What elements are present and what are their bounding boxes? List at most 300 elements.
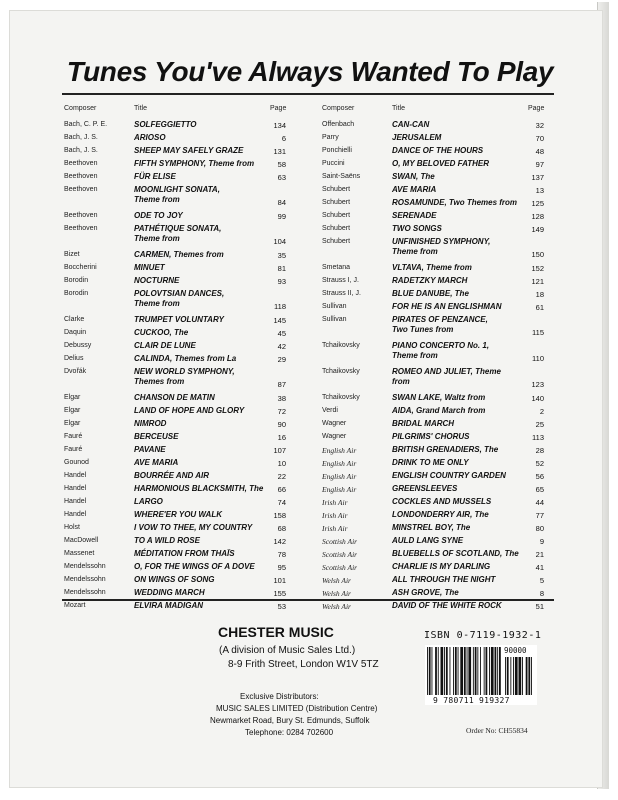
contents-entry (322, 118, 568, 131)
contents-column-right (322, 105, 568, 612)
entry-page: 93 (277, 277, 286, 286)
entry-composer: Schubert (322, 238, 351, 245)
entry-title-main: BLUEBELLS OF SCOTLAND, The (392, 549, 519, 558)
barcode-bar (467, 647, 468, 695)
contents-entry (322, 573, 568, 586)
entry-title-main: ASH GROVE, The (392, 588, 459, 597)
contents-entry (64, 287, 310, 313)
barcode-bar (455, 647, 457, 695)
entry-title-main: BOURRÉE AND AIR (134, 471, 209, 480)
entry-title-main: BRIDAL MARCH (392, 419, 455, 428)
entry-composer: Ponchielli (322, 147, 352, 154)
entry-composer: Bach, J. S. (64, 134, 98, 141)
entry-title (134, 159, 282, 168)
entry-composer: Tchaikovsky (322, 394, 360, 401)
entry-title (134, 328, 282, 337)
entry-title-main: O, MY BELOVED FATHER (392, 159, 490, 168)
entry-composer: English Air (322, 485, 357, 494)
entry-title (392, 484, 540, 493)
entry-title-main: PILGRIMS' CHORUS (392, 432, 470, 441)
entry-composer: Welsh Air (322, 576, 351, 585)
entry-page: 123 (531, 380, 544, 389)
contents-entry (64, 313, 310, 326)
entry-title-continued: from (392, 377, 410, 386)
entry-title-main: AVE MARIA (392, 185, 437, 194)
entry-page: 150 (531, 250, 544, 259)
entry-title-main: PIRATES OF PENZANCE, (392, 315, 488, 324)
entry-composer: Elgar (64, 420, 81, 427)
barcode-bar (427, 647, 428, 695)
contents-entry (64, 547, 310, 560)
entry-composer: Holst (64, 524, 80, 531)
entry-title (134, 471, 282, 480)
entry-title (134, 497, 282, 506)
entry-composer: Mozart (64, 602, 86, 609)
entry-title (134, 120, 282, 129)
contents-entry (64, 443, 310, 456)
entry-page: 25 (535, 420, 544, 429)
column-header (322, 105, 568, 118)
entry-page: 2 (539, 407, 544, 416)
entry-page: 41 (535, 563, 544, 572)
contents-entry (322, 157, 568, 170)
barcode-addon-bar (505, 657, 506, 695)
contents-entry (64, 508, 310, 521)
entry-title (392, 419, 540, 428)
contents-entry (322, 430, 568, 443)
entry-title (134, 575, 282, 584)
entry-title (392, 458, 540, 467)
entry-title-main: MÉDITATION FROM THAÏS (134, 549, 235, 558)
contents-entry (322, 586, 568, 599)
barcode-bar (460, 647, 463, 695)
entry-title-main: BRITISH GRENADIERS, The (392, 445, 499, 454)
contents-entry (322, 456, 568, 469)
contents-entry (64, 339, 310, 352)
barcode-bar (441, 647, 444, 695)
entry-title-main: TO A WILD ROSE (134, 536, 200, 545)
entry-title-main: CHANSON DE MATIN (134, 393, 215, 402)
barcode-bar (491, 647, 494, 695)
contents-entry (64, 131, 310, 144)
entry-title-main: WEDDING MARCH (134, 588, 205, 597)
entry-title-main: NOCTURNE (134, 276, 180, 285)
entry-title (392, 445, 540, 454)
entry-title (134, 432, 282, 441)
contents-entry (322, 495, 568, 508)
barcode-addon-bar (528, 657, 530, 695)
entry-page: 131 (273, 147, 286, 156)
distributor-label: Exclusive Distributors: (240, 692, 319, 701)
contents-entry (64, 586, 310, 599)
contents-entry (322, 521, 568, 534)
entry-title-main: LAND OF HOPE AND GLORY (134, 406, 245, 415)
contents-entry (64, 391, 310, 404)
entry-title (392, 510, 540, 519)
entry-title-main: TWO SONGS (392, 224, 442, 233)
entry-title (392, 315, 540, 334)
entry-title (134, 289, 282, 308)
entry-title-continued: Two Tunes from (392, 325, 454, 334)
entry-title (134, 341, 282, 350)
entry-composer: Borodin (64, 277, 89, 284)
entry-title-continued: Theme from (392, 247, 438, 256)
entry-title-main: FIFTH SYMPHONY, Theme from (134, 159, 255, 168)
barcode-bar (497, 647, 498, 695)
entry-page: 51 (535, 602, 544, 611)
entry-page: 32 (535, 121, 544, 130)
entry-title-main: ARIOSO (134, 133, 166, 142)
distributor-address: Newmarket Road, Bury St. Edmunds, Suffolk (210, 716, 370, 725)
entry-title (134, 367, 282, 386)
entry-composer: Debussy (64, 342, 92, 349)
entry-title-main: GREENSLEEVES (392, 484, 458, 493)
entry-page: 121 (531, 277, 544, 286)
entry-page: 29 (277, 355, 286, 364)
entry-composer: Delius (64, 355, 84, 362)
entry-page: 140 (531, 394, 544, 403)
contents-column-left (64, 105, 310, 612)
entry-composer: Schubert (322, 212, 351, 219)
entry-composer: Saint-Saëns (322, 173, 361, 180)
contents-entry (64, 170, 310, 183)
barcode-number: 9 780711 919327 (433, 696, 510, 705)
entry-title-main: AULD LANG SYNE (392, 536, 464, 545)
entry-page: 13 (535, 186, 544, 195)
barcode-addon-bar (510, 657, 511, 695)
entry-page: 115 (532, 328, 544, 337)
entry-title-main: MOONLIGHT SONATA, (134, 185, 220, 194)
header-page: Page (528, 105, 545, 112)
contents-entry (64, 222, 310, 248)
entry-composer: Handel (64, 511, 87, 518)
contents-entry (322, 365, 568, 391)
entry-composer: Beethoven (64, 225, 98, 232)
barcode-addon-bar (513, 657, 514, 695)
contents-entry (64, 573, 310, 586)
entry-composer: Mendelssohn (64, 589, 106, 596)
entry-page: 74 (277, 498, 286, 507)
entry-page: 107 (273, 446, 286, 455)
entry-page: 42 (277, 342, 286, 351)
entry-title-main: CALINDA, Themes from La (134, 354, 237, 363)
entry-composer: Handel (64, 485, 87, 492)
entry-title-main: SWAN, The (392, 172, 435, 181)
barcode-bar (446, 647, 448, 695)
entry-composer: Verdi (322, 407, 338, 414)
entry-title (392, 523, 540, 532)
header-title: Title (392, 105, 405, 112)
entry-page: 65 (535, 485, 544, 494)
entry-title-main: ROMEO AND JULIET, Theme (392, 367, 501, 376)
entry-page: 72 (277, 407, 286, 416)
entry-page: 6 (281, 134, 286, 143)
entry-composer: Handel (64, 498, 87, 505)
contents-rows-left (64, 118, 310, 612)
entry-title (134, 185, 282, 204)
entry-page: 99 (277, 212, 286, 221)
entry-title-main: AVE MARIA (134, 458, 179, 467)
contents-entry (64, 495, 310, 508)
barcode-bar (464, 647, 466, 695)
contents-entry (322, 391, 568, 404)
entry-title (392, 406, 540, 415)
entry-page: 8 (539, 589, 544, 598)
entry-title-main: SOLFEGGIETTO (134, 120, 197, 129)
contents-entry (64, 144, 310, 157)
barcode-bar (475, 647, 477, 695)
entry-page: 22 (277, 472, 286, 481)
barcode-bar (484, 647, 485, 695)
entry-page: 104 (273, 237, 286, 246)
barcode-addon-number: 90000 (504, 646, 527, 655)
entry-composer: Fauré (64, 446, 83, 453)
contents-entry (64, 261, 310, 274)
entry-title (392, 588, 540, 597)
entry-title (392, 263, 540, 272)
entry-title (134, 445, 282, 454)
entry-title-main: MINSTREL BOY, The (392, 523, 471, 532)
entry-composer: Beethoven (64, 173, 98, 180)
entry-page: 68 (277, 524, 286, 533)
entry-page: 10 (277, 459, 286, 468)
entry-page: 81 (277, 264, 286, 273)
entry-title (134, 393, 282, 402)
entry-composer: Welsh Air (322, 589, 351, 598)
contents-entry (322, 209, 568, 222)
entry-title (392, 549, 540, 558)
entry-title-main: AIDA, Grand March from (392, 406, 486, 415)
entry-page: 52 (535, 459, 544, 468)
entry-composer: Schubert (322, 199, 351, 206)
entry-title (134, 172, 282, 181)
entry-page: 78 (277, 550, 286, 559)
barcode-bar (486, 647, 488, 695)
contents-entry (322, 339, 568, 365)
contents-entry (322, 482, 568, 495)
entry-title (392, 471, 540, 480)
entry-title-main: ALL THROUGH THE NIGHT (392, 575, 496, 584)
entry-title-main: JERUSALEM (392, 133, 442, 142)
entry-composer: Offenbach (322, 121, 355, 128)
entry-composer: Scottish Air (322, 537, 358, 546)
entry-composer: Wagner (322, 420, 347, 427)
header-page: Page (270, 105, 287, 112)
barcode-bar (489, 647, 490, 695)
contents-entry (322, 313, 568, 339)
entry-page: 118 (274, 302, 286, 311)
entry-page: 16 (277, 433, 286, 442)
entry-title-continued: Theme from (134, 299, 180, 308)
entry-title-main: BLUE DANUBE, The (392, 289, 469, 298)
entry-title-main: CHARLIE IS MY DARLING (392, 562, 491, 571)
entry-title (392, 432, 540, 441)
barcode-bar (458, 647, 459, 695)
entry-composer: Gounod (64, 459, 89, 466)
entry-title (134, 276, 282, 285)
entry-title-main: ODE TO JOY (134, 211, 183, 220)
barcode-bar (429, 647, 431, 695)
entry-title-main: O, FOR THE WINGS OF A DOVE (134, 562, 255, 571)
entry-title-main: POLOVTSIAN DANCES, (134, 289, 225, 298)
contents-entry (64, 469, 310, 482)
contents-entry (322, 131, 568, 144)
distributor-telephone: Telephone: 0284 702600 (245, 728, 334, 737)
entry-composer: Handel (64, 472, 87, 479)
entry-page: 38 (277, 394, 286, 403)
entry-composer: Irish Air (322, 498, 348, 507)
entry-composer: Wagner (322, 433, 347, 440)
entry-composer: Borodin (64, 290, 89, 297)
contents-entry (64, 118, 310, 131)
contents-entry (322, 469, 568, 482)
barcode-addon-bar (515, 657, 518, 695)
entry-composer: Dvořák (64, 368, 87, 375)
entry-composer: Fauré (64, 433, 83, 440)
entry-title-continued: Theme from (392, 351, 438, 360)
contents-entry (322, 287, 568, 300)
contents-entry (322, 144, 568, 157)
entry-title-main: VLTAVA, Theme from (392, 263, 472, 272)
entry-title (392, 536, 540, 545)
barcode-bar (432, 647, 433, 695)
entry-title-main: SHEEP MAY SAFELY GRAZE (134, 146, 244, 155)
entry-page: 9 (539, 537, 544, 546)
entry-title (134, 536, 282, 545)
entry-composer: Parry (322, 134, 339, 141)
entry-composer: English Air (322, 459, 357, 468)
entry-title (392, 198, 540, 207)
entry-title (392, 146, 540, 155)
entry-title-main: CLAIR DE LUNE (134, 341, 196, 350)
contents-entry (64, 521, 310, 534)
contents-entry (64, 560, 310, 573)
entry-title (392, 237, 540, 256)
barcode-bar (495, 647, 497, 695)
entry-title (392, 224, 540, 233)
header-title: Title (134, 105, 147, 112)
contents-rows-right (322, 118, 568, 612)
entry-title-main: ELVIRA MADIGAN (134, 601, 204, 610)
contents-entry (322, 170, 568, 183)
entry-page: 158 (273, 511, 286, 520)
entry-title-main: PATHÉTIQUE SONATA, (134, 224, 222, 233)
entry-page: 90 (277, 420, 286, 429)
contents-entry (64, 326, 310, 339)
entry-title (134, 419, 282, 428)
entry-title (134, 562, 282, 571)
entry-page: 110 (532, 354, 544, 363)
entry-title (134, 549, 282, 558)
entry-title-main: MINUET (134, 263, 165, 272)
entry-title (134, 406, 282, 415)
entry-title (134, 354, 282, 363)
entry-title-main: ON WINGS OF SONG (134, 575, 215, 584)
contents-entry (322, 300, 568, 313)
entry-title-continued: Theme from (134, 195, 180, 204)
entry-composer: Bach, C. P. E. (64, 121, 108, 128)
entry-title-main: DRINK TO ME ONLY (392, 458, 469, 467)
entry-title-main: PIANO CONCERTO No. 1, (392, 341, 490, 350)
entry-composer: Irish Air (322, 511, 348, 520)
barcode-bar (435, 647, 437, 695)
entry-page: 18 (535, 290, 544, 299)
entry-page: 58 (277, 160, 286, 169)
entry-title (392, 211, 540, 220)
entry-title-main: COCKLES AND MUSSELS (392, 497, 492, 506)
entry-title-main: I VOW TO THEE, MY COUNTRY (134, 523, 253, 532)
entry-title-main: FOR HE IS AN ENGLISHMAN (392, 302, 502, 311)
contents-entry (322, 508, 568, 521)
entry-title (392, 601, 540, 610)
entry-title (134, 211, 282, 220)
header-composer: Composer (64, 105, 97, 112)
entry-composer: Mendelssohn (64, 563, 106, 570)
entry-title-main: LONDONDERRY AIR, The (392, 510, 489, 519)
publisher-division: (A division of Music Sales Ltd.) (219, 645, 356, 656)
entry-title (392, 120, 540, 129)
contents-entry (322, 274, 568, 287)
entry-title (392, 185, 540, 194)
contents-entry (64, 404, 310, 417)
entry-page: 77 (535, 511, 544, 520)
entry-title (134, 484, 282, 493)
entry-page: 152 (531, 264, 544, 273)
entry-page: 95 (277, 563, 286, 572)
entry-title-continued: Themes from (134, 377, 185, 386)
entry-title (392, 367, 540, 386)
barcode-bar (453, 647, 454, 695)
contents-entry (64, 417, 310, 430)
entry-composer: Elgar (64, 394, 81, 401)
entry-composer: Daquin (64, 329, 87, 336)
entry-composer: Smetana (322, 264, 351, 271)
barcode-bar (480, 647, 481, 695)
entry-title-main: BERCEUSE (134, 432, 179, 441)
entry-composer: Scottish Air (322, 563, 358, 572)
contents-entry (322, 261, 568, 274)
barcode-addon-bar (507, 657, 509, 695)
entry-composer: Schubert (322, 225, 351, 232)
entry-title-continued: Theme from (134, 234, 180, 243)
barcode-addon-bar (531, 657, 532, 695)
entry-composer: Sullivan (322, 316, 347, 323)
entry-title (134, 510, 282, 519)
barcode-addon-bar (522, 657, 523, 695)
entry-page: 80 (535, 524, 544, 533)
entry-title-main: NIMROD (134, 419, 167, 428)
entry-page: 149 (531, 225, 544, 234)
contents-entry (322, 404, 568, 417)
barcode-bar (444, 647, 445, 695)
contents-entry (322, 222, 568, 235)
entry-page: 84 (277, 198, 286, 207)
entry-page: 155 (273, 589, 286, 598)
entry-composer: Mendelssohn (64, 576, 106, 583)
contents-entry (64, 157, 310, 170)
entry-title (134, 523, 282, 532)
entry-page: 128 (531, 212, 544, 221)
contents-entry (322, 443, 568, 456)
contents-entry (322, 196, 568, 209)
contents-entry (64, 456, 310, 469)
entry-composer: Puccini (322, 160, 345, 167)
entry-composer: Clarke (64, 316, 85, 323)
barcode-bar (450, 647, 451, 695)
entry-title (392, 276, 540, 285)
entry-page: 97 (535, 160, 544, 169)
entry-title (134, 601, 282, 610)
